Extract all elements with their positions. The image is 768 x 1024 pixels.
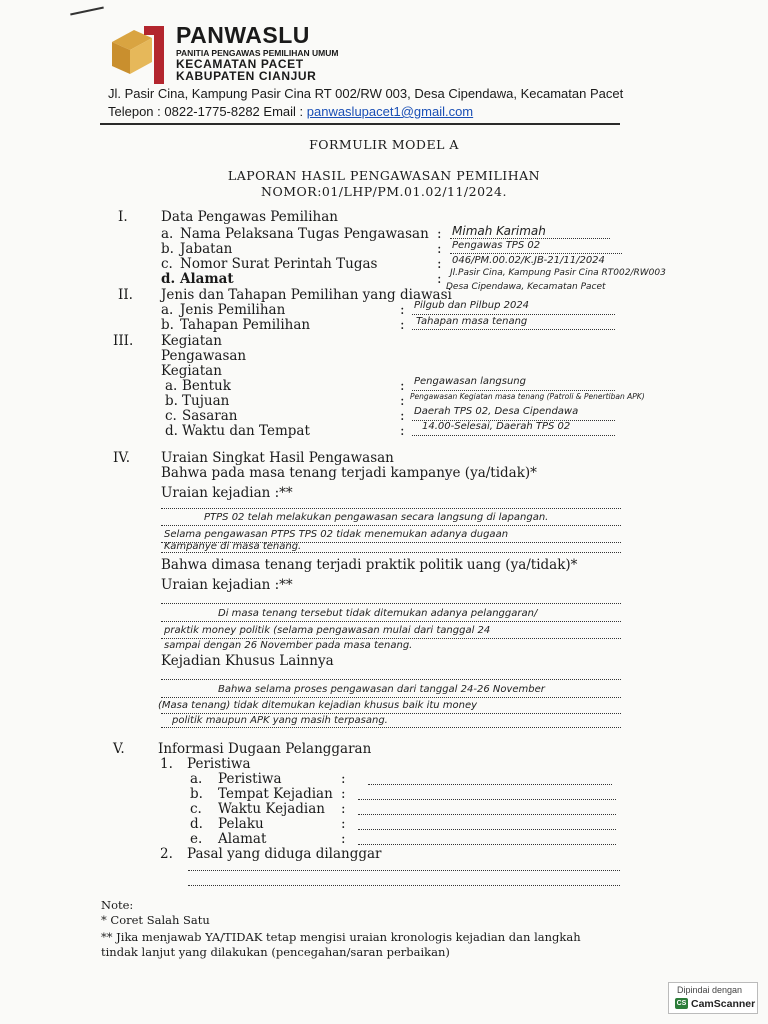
number-label: NOMOR: <box>261 184 322 199</box>
section-4-heading: Uraian Singkat Hasil Pengawasan <box>161 450 394 466</box>
scanner-brand: CamScanner <box>691 998 756 1010</box>
fill-line <box>358 829 616 830</box>
note-2: ** Jika menjawab YA/TIDAK tetap mengisi uraian kronologis kejadian dan langkah <box>101 930 581 944</box>
s3-a-value: Pengawasan langsung <box>414 376 526 387</box>
uraian-1-label: Uraian kejadian :** <box>161 485 293 501</box>
s1-b-label: Jabatan <box>180 241 233 257</box>
fill-line <box>161 679 621 680</box>
colon: : <box>341 816 346 832</box>
fill-line <box>358 814 616 815</box>
s2-b-letter: b. <box>161 317 174 333</box>
section-1-heading: Data Pengawas Pemilihan <box>161 209 338 225</box>
s1-b-letter: b. <box>161 241 174 257</box>
colon: : <box>400 393 405 409</box>
fill-line <box>368 784 612 785</box>
note-1: * Coret Salah Satu <box>101 913 210 927</box>
email-link[interactable]: panwaslupacet1@gmail.com <box>306 104 474 119</box>
colon: : <box>437 226 442 242</box>
s2-b-label: Tahapan Pemilihan <box>180 317 311 333</box>
fill-line <box>450 253 622 254</box>
s3-a-label: Bentuk <box>182 378 231 394</box>
s1-d-label: Alamat <box>180 271 234 287</box>
fill-line <box>188 885 620 886</box>
brand-name: PANWASLU <box>176 22 310 48</box>
form-title: FORMULIR MODEL A <box>309 137 459 152</box>
scanner-caption: Dipindai dengan <box>677 985 743 995</box>
fill-line <box>188 870 620 871</box>
section-3-line2: Pengawasan <box>161 348 247 364</box>
s5-b-letter: b. <box>190 786 203 802</box>
fill-line <box>161 713 621 714</box>
s3-d-label: Waktu dan Tempat <box>182 423 310 439</box>
fill-line <box>161 525 621 526</box>
khusus-line-2: (Masa tenang) tidak ditemukan kejadian khusus baik itu money <box>158 700 478 711</box>
s2-a-letter: a. <box>161 302 174 318</box>
fill-line <box>161 603 621 604</box>
section-3-heading: Kegiatan <box>161 333 222 349</box>
district-name: KECAMATAN PACET <box>176 57 304 71</box>
s5-b-label: Tempat Kejadian <box>218 786 333 802</box>
fill-line <box>161 638 621 639</box>
section-4-number: IV. <box>113 450 131 466</box>
uraian-1-line-3: Kampanye di masa tenang. <box>164 541 302 552</box>
contact-line <box>108 104 473 119</box>
s5-e-letter: e. <box>190 831 203 847</box>
uraian-2-label: Uraian kejadian :** <box>161 577 293 593</box>
section-3-line3: Kegiatan <box>161 363 222 379</box>
colon: : <box>341 771 346 787</box>
colon: : <box>341 786 346 802</box>
colon: : <box>400 317 405 333</box>
uraian-2-line-2: praktik money politik (selama pengawasan mulai dari tanggal 24 <box>164 625 491 636</box>
section-2-heading: Jenis dan Tahapan Pemilihan yang diawasi <box>161 287 452 303</box>
committee-name: PANITIA PENGAWAS PEMILIHAN UMUM <box>176 48 339 58</box>
colon: : <box>400 408 405 424</box>
s1-c-letter: c. <box>161 256 173 272</box>
section-1-number: I. <box>118 209 128 225</box>
header-rule <box>100 123 620 125</box>
section-5-number: V. <box>113 741 125 757</box>
s3-d-value: 14.00-Selesai, Daerah TPS 02 <box>422 421 571 432</box>
colon: : <box>437 271 442 287</box>
uraian-1-line-1: PTPS 02 telah melakukan pengawasan secara langsung di lapangan. <box>204 512 549 523</box>
s5-a-label: Peristiwa <box>218 771 282 787</box>
fill-line <box>412 435 615 436</box>
khusus-line-3: politik maupun APK yang masih terpasang. <box>172 715 388 726</box>
note-3: tindak lanjut yang dilakukan (pencegahan/saran perbaikan) <box>101 945 450 959</box>
s3-b-label: Tujuan <box>182 393 230 409</box>
panwaslu-logo <box>108 22 170 86</box>
number-value: 01/LHP/PM.01.02/11/2024. <box>321 184 507 199</box>
uraian-2-line-1: Di masa tenang tersebut tidak ditemukan adanya pelanggaran/ <box>218 608 538 619</box>
fill-line <box>161 621 621 622</box>
khusus-line-1: Bahwa selama proses pengawasan dari tanggal 24-26 November <box>218 684 545 695</box>
fill-line <box>412 390 615 391</box>
colon: : <box>437 241 442 257</box>
s5-a-letter: a. <box>190 771 203 787</box>
fill-line <box>161 552 621 553</box>
s1-d-value-line2: Desa Cipendawa, Kecamatan Pacet <box>446 282 606 292</box>
regency-name: KABUPATEN CIANJUR <box>176 69 317 83</box>
item-2-label: Pasal yang diduga dilanggar <box>187 846 382 862</box>
item-2-number: 2. <box>160 846 173 862</box>
camscanner-logo: CS <box>676 1000 687 1007</box>
s3-b-letter: b. <box>165 393 178 409</box>
s1-a-letter: a. <box>161 226 174 242</box>
item-1-number: 1. <box>160 756 173 772</box>
colon: : <box>400 423 405 439</box>
s5-e-label: Alamat <box>218 831 267 847</box>
colon: : <box>341 801 346 817</box>
note-title: Note: <box>101 898 134 912</box>
s1-c-label: Nomor Surat Perintah Tugas <box>180 256 378 272</box>
fill-line <box>161 727 621 728</box>
section-3-number: III. <box>113 333 134 349</box>
colon: : <box>400 302 405 318</box>
uraian-1-line-2: Selama pengawasan PTPS TPS 02 tidak menemukan adanya dugaan <box>164 529 509 540</box>
fill-line <box>450 238 610 239</box>
khusus-label: Kejadian Khusus Lainnya <box>161 653 334 669</box>
s2-b-value: Tahapan masa tenang <box>416 316 528 327</box>
s5-c-label: Waktu Kejadian <box>218 801 325 817</box>
fill-line <box>161 697 621 698</box>
office-address: Jl. Pasir Cina, Kampung Pasir Cina RT 002/RW 003, Desa Cipendawa, Kecamatan Pacet <box>108 86 624 101</box>
fill-line <box>412 314 615 315</box>
s3-c-letter: c. <box>165 408 177 424</box>
s5-d-letter: d. <box>190 816 203 832</box>
section-5-heading: Informasi Dugaan Pelanggaran <box>158 741 372 757</box>
s3-d-letter: d. <box>165 423 178 439</box>
fill-line <box>161 508 621 509</box>
question-campaign: Bahwa pada masa tenang terjadi kampanye (ya/tidak)* <box>161 465 537 481</box>
colon: : <box>437 256 442 272</box>
s1-d-letter: d. <box>161 271 176 287</box>
s3-b-value: Pengawasan Kegiatan masa tenang (Patroli & Penertiban APK) <box>410 392 645 401</box>
fill-line <box>358 799 616 800</box>
pen-mark <box>70 6 104 15</box>
report-title: LAPORAN HASIL PENGAWASAN PEMILIHAN <box>227 168 541 183</box>
s5-c-letter: c. <box>190 801 202 817</box>
item-1-label: Peristiwa <box>187 756 251 772</box>
s1-a-label: Nama Pelaksana Tugas Pengawasan <box>180 226 429 242</box>
s5-d-label: Pelaku <box>218 816 264 832</box>
s2-a-value: Pilgub dan Pilbup 2024 <box>414 300 530 311</box>
colon: : <box>400 378 405 394</box>
phone-label: Telepon : 0822-1775-8282 Email : <box>108 104 307 119</box>
s1-c-value: 046/PM.00.02/K.JB-21/11/2024 <box>452 255 605 266</box>
section-2-number: II. <box>118 287 133 303</box>
report-number <box>0 184 768 199</box>
s1-a-value: Mimah Karimah <box>452 224 546 238</box>
s3-a-letter: a. <box>165 378 178 394</box>
s1-d-value: Jl.Pasir Cina, Kampung Pasir Cina RT002/RW003 <box>450 268 666 278</box>
s3-c-label: Sasaran <box>182 408 238 424</box>
question-money-politics: Bahwa dimasa tenang terjadi praktik politik uang (ya/tidak)* <box>161 557 578 573</box>
camscanner-watermark <box>668 982 758 1014</box>
s3-c-value: Daerah TPS 02, Desa Cipendawa <box>414 406 579 417</box>
s2-a-label: Jenis Pemilihan <box>180 302 286 318</box>
fill-line <box>358 844 616 845</box>
uraian-2-line-3: sampai dengan 26 November pada masa tenang. <box>164 640 413 651</box>
fill-line <box>412 329 615 330</box>
colon: : <box>341 831 346 847</box>
s1-b-value: Pengawas TPS 02 <box>452 240 541 251</box>
